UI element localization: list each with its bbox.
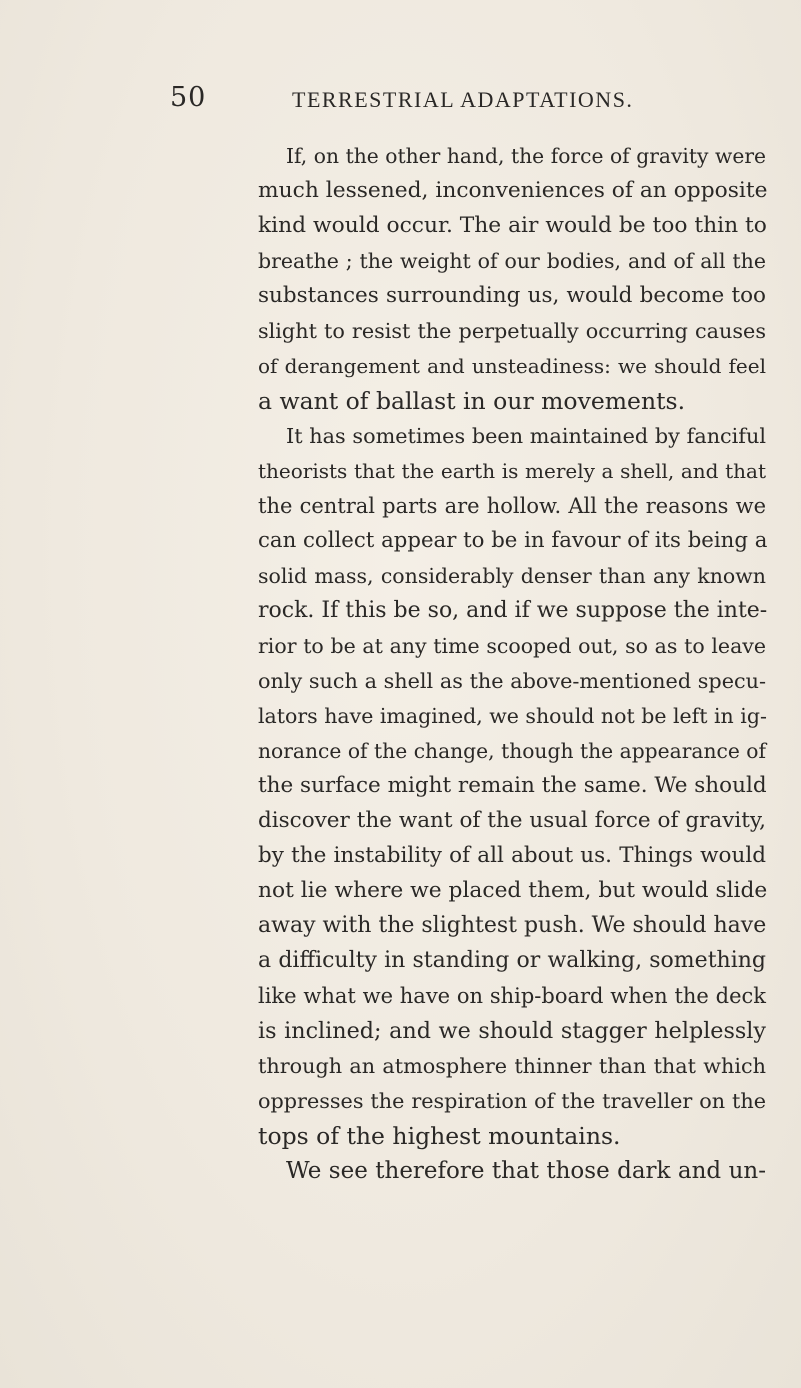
running-title: TERRESTRIAL ADAPTATIONS. bbox=[292, 87, 634, 112]
text-line: by the instability of all about us. Things would bbox=[258, 843, 766, 868]
text-line: solid mass, considerably denser than any known bbox=[258, 564, 766, 588]
text-line: rior to be at any time scooped out, so as to leave bbox=[258, 634, 766, 658]
text-line: only such a shell as the above-mentioned specu- bbox=[258, 669, 766, 693]
text-line: can collect appear to be in favour of its being a bbox=[258, 528, 768, 553]
text-line: tops of the highest mountains. bbox=[258, 1122, 621, 1150]
text-line: If, on the other hand, the force of gravity were bbox=[286, 144, 766, 168]
text-line: lators have imagined, we should not be left in ig- bbox=[258, 704, 767, 728]
text-line: much lessened, inconveniences of an opposite bbox=[258, 178, 768, 203]
text-line: away with the slightest push. We should have bbox=[258, 913, 767, 938]
text-line: the central parts are hollow. All the reasons we bbox=[258, 494, 766, 518]
page-number: 50 bbox=[170, 82, 207, 113]
text-line: kind would occur. The air would be too thin to bbox=[258, 213, 767, 238]
text-line: rock. If this be so, and if we suppose the inte- bbox=[258, 598, 768, 623]
text-line: breathe ; the weight of our bodies, and of all the bbox=[258, 249, 766, 273]
text-line: is inclined; and we should stagger helplessly bbox=[258, 1018, 766, 1044]
text-line: a want of ballast in our movements. bbox=[258, 387, 686, 415]
text-line: It has sometimes been maintained by fanciful bbox=[286, 424, 766, 448]
text-line: a difficulty in standing or walking, something bbox=[258, 948, 766, 973]
text-line: oppresses the respiration of the traveller on the bbox=[258, 1089, 766, 1113]
text-line: We see therefore that those dark and un- bbox=[286, 1158, 766, 1184]
text-line: of derangement and unsteadiness: we should feel bbox=[258, 354, 766, 378]
text-line: norance of the change, though the appearance of bbox=[258, 739, 766, 763]
text-line: discover the want of the usual force of gravity, bbox=[258, 808, 766, 833]
text-line: theorists that the earth is merely a shell, and that bbox=[258, 459, 766, 483]
text-line: like what we have on ship-board when the deck bbox=[258, 984, 766, 1008]
text-line: not lie where we placed them, but would slide bbox=[258, 878, 768, 903]
text-line: through an atmosphere thinner than that which bbox=[258, 1054, 766, 1078]
text-line: substances surrounding us, would become too bbox=[258, 283, 766, 308]
text-line: the surface might remain the same. We should bbox=[258, 773, 767, 798]
text-line: slight to resist the perpetually occurring causes bbox=[258, 319, 766, 343]
page-header bbox=[0, 78, 801, 118]
